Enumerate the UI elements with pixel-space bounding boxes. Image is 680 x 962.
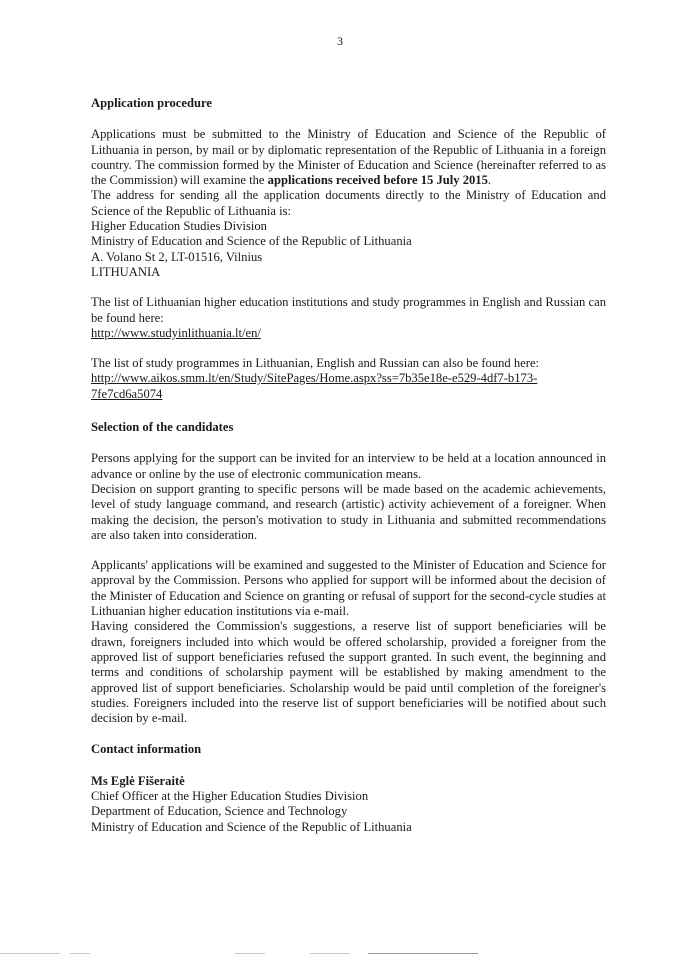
page-number: 3 [337,34,343,48]
address-line: A. Volano St 2, LT-01516, Vilnius [91,249,263,264]
contact-name: Ms Eglė Fišeraitė [91,773,185,788]
institutions-list-text: The list of Lithuanian higher education institutions and study programmes in English and Russian can be found here: [91,295,606,325]
section-heading: Application procedure [91,96,212,110]
selection-section [91,420,606,726]
section-heading: Contact information [91,742,202,757]
application-procedure-section [91,96,606,402]
punctuation: . [487,173,492,188]
address-line: LITHUANIA [91,264,161,279]
document-body [91,96,606,835]
aikos-link-block [91,371,606,402]
reserve-list-paragraph: Having considered the Commission's suggestions, a reserve list of support beneficiaries will be drawn, foreigners included into which would be offered scholarship, provided a foreigner from the approved list of support beneficiaries refused the support granted. In such event, the beginning and terms and conditions of scholarship payment will be established by making amendment to the approved list of support beneficiaries. Scholarship would be paid until completion of the foreigner's studies. Foreigners included into the reserve list of support beneficiaries will be notified about such decision by e-mail. [91,619,606,726]
aikos-link-continuation[interactable]: 7fe7cd6a5074 [91,386,163,401]
contact-title: Chief Officer at the Higher Education Studies Division [91,788,369,803]
interview-paragraph: Persons applying for the support can be invited for an interview to be held at a location announced in advance or online by the use of electronic communication means. [91,451,606,481]
address-line: Higher Education Studies Division [91,219,267,234]
contact-ministry: Ministry of Education and Science of the Republic of Lithuania [91,819,412,834]
examination-paragraph: Applicants' applications will be examined and suggested to the Minister of Education and Science for approval by the Commission. Persons who applied for support will be informed about the decision of the Minister of Education and Science on granting or refusal of support for the second-cycle studies at Lithuanian higher education institutions via e-mail. [91,558,606,619]
contact-section [91,742,606,834]
contact-department: Department of Education, Science and Technology [91,804,348,819]
address-intro: The address for sending all the application documents directly to the Ministry of Education and Science of the Republic of Lithuania is: [91,188,606,218]
address-line: Ministry of Education and Science of the Republic of Lithuania [91,234,412,249]
aikos-link[interactable]: http://www.aikos.smm.lt/en/Study/SitePages/Home.aspx?ss=7b35e18e-e529-4df7-b173- [91,371,538,386]
application-paragraph [91,127,606,188]
scan-artifact [0,953,680,955]
deadline-text: applications received before 15 July 2015 [267,173,488,188]
mailing-address [91,219,606,280]
studyinlithuania-link[interactable]: http://www.studyinlithuania.lt/en/ [91,325,261,340]
decision-paragraph: Decision on support granting to specific persons will be made based on the academic achievements, level of study language command, and research (artistic) activity achievement of a foreigner. When making the decision, the person's motivation to study in Lithuania and submitted recommendations are also taken into consideration. [91,481,606,542]
programmes-list-text: The list of study programmes in Lithuanian, English and Russian can also be found here: [91,356,540,371]
application-text: Applications must be submitted to the Ministry of Education and Science of the Republic of Lithuania in person, by mail or by diplomatic representation of the Republic of Lithuania in a foreign country. The commission formed by the Minister of Education and Science (hereinafter referred to as the Commission) will examine the [91,127,606,188]
section-heading: Selection of the candidates [91,420,234,435]
